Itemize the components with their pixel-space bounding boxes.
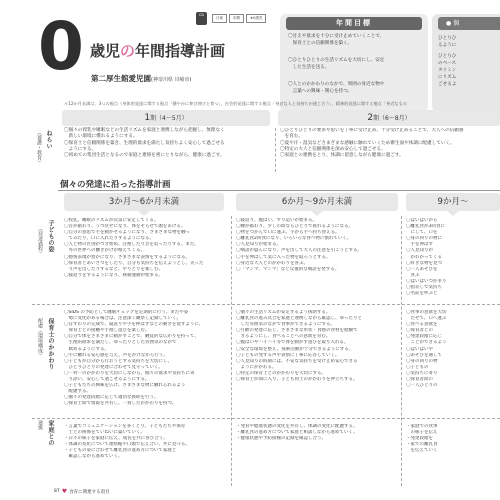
text-line: 〇特定の大人と信頼関係を深め安心して過ごせる。 [280, 146, 386, 152]
text-line: 〇SIDS の予防として睡眠チェックを定期的に行う。またや姿 [64, 310, 189, 315]
text-line: 〇離乳食の進み具合を家庭と連携しながら確認し、ゆったりと [236, 316, 362, 322]
text-line: 〇安全な環境を整え、探索活動が十分できるようにする。 [236, 346, 354, 352]
heart-icon: ♥ [61, 488, 68, 495]
text-line: 〇子どもの [406, 364, 429, 370]
section-title: 個々の発達に沿った指導計画 [60, 180, 171, 190]
doc-tags [212, 14, 266, 23]
text-line: 〇あそびを通して [406, 352, 442, 358]
row-label-care: 保育士のかかわり [47, 318, 54, 370]
term-divider [275, 128, 276, 172]
text-line: 〇人見知りが始まる。 [236, 242, 281, 248]
text-line: 〇はいはいつかまり [406, 278, 447, 284]
text-line: 〇保育者との [406, 328, 433, 334]
text-line: 〇「マンマ、マンマ」など反復的な喃語を発する。 [236, 266, 340, 272]
section-rule [58, 190, 500, 191]
text-line: ことができるよう [406, 340, 447, 346]
text-line: 〇名前を呼ぶと [406, 291, 438, 297]
goal-line: 〇甘えや欲求を十分に受け止めていくことで、 [288, 34, 385, 39]
legend-text: 食育に関連する項目 [69, 489, 110, 495]
page-title [90, 40, 225, 61]
text-line: 〇自分の意思で手を動かせるようになり、さまざまな物を触っ [64, 230, 190, 236]
text-line: 飲めるようにする。 [64, 346, 109, 352]
text-line: がわかってくる [406, 254, 442, 260]
subtitle-note: (神奈川県 川崎市) [151, 77, 192, 83]
text-line: 〇身の回りの物 [406, 358, 438, 364]
text-line: 配慮する。 [64, 389, 91, 395]
text-line: り声を出したりするなど、やりとりを楽しむ。 [64, 266, 163, 272]
text-line: ようにかかわる。 [236, 364, 277, 370]
right-panel-line: るように [438, 43, 457, 48]
age-column-head: 9か月〜 [406, 193, 500, 211]
text-line: 〇人と物の区別がつき始め、注視したり音を追ったりする。また、 [64, 242, 199, 248]
row-label-child: 子どもの姿 [47, 220, 54, 253]
row-label-child-sub: （発達過程） [37, 226, 43, 256]
text-line: 〇ひとりひとりの要求や思いを丁寧に受け止め、十分受け止めることで、大人への信頼感 [280, 128, 464, 133]
text-line: 〇離乳食が3回食に [406, 224, 445, 230]
annual-goal-heading: 年間目標 [286, 17, 422, 30]
text-line: 〇喃語が盛んになり、声を出して大人の注意を引こうとする。 [236, 248, 362, 254]
text-line: ・発達段階を [406, 436, 433, 442]
text-line: り添い、安心して過ごせるようにする。 [64, 377, 150, 383]
text-line: した雰囲気のなかで食事ができるようにする。 [236, 322, 335, 328]
text-line: てみたり、口に入れたりするようになる。 [64, 236, 154, 242]
text-line: 〇腰が据わり、少しの間ならひとりで座れるようになる。 [236, 224, 353, 230]
text-line: 確認しながら進めていく。 [64, 454, 123, 460]
text-line: 〇個々の生活リズムが安定するよう援助する。 [236, 310, 331, 315]
text-line: 生理的欲求を満たし、ゆったりとした雰囲気のなかで [64, 340, 177, 346]
term-1-text [64, 128, 274, 159]
page-number: 87 [54, 489, 60, 494]
text-line: 保育士との接触や手渡し遊びを楽しむ。 [64, 328, 150, 334]
column-divider [401, 216, 402, 486]
age-number: 0 [38, 8, 82, 85]
text-line: 〇個々の発達段階に応じて適切な援助を行う。 [64, 395, 159, 401]
right-panel-line: のペース [438, 61, 457, 66]
text-line: ・離乳食の進め方について家庭と相談しながら進めていく。 [236, 430, 358, 436]
text-line: 〇手に触れる安心感を与え、声をかけながら行う。 [64, 352, 168, 358]
term-1-heading [62, 110, 270, 126]
text-line: 〇腹ばいやハイハイ等で体を動かす遊びを取り入れる。 [236, 340, 349, 346]
row-label-care-sub: 配慮（環境構成） [37, 318, 43, 358]
page-subtitle [91, 73, 192, 84]
cd-icon: CD [196, 12, 207, 25]
goal-line: 〇ひとりひとりの生活リズムを大切にし、安定 [288, 58, 385, 63]
cell-col2-care [236, 310, 398, 383]
cell-col3-care [406, 310, 500, 389]
doc-tag: 年間 [229, 14, 244, 23]
goal-line: 〇人とのかかわりのなかで、周囲の身近な物や [288, 82, 385, 87]
annual-goal-item [288, 34, 422, 47]
term-number: 1 [144, 113, 151, 123]
text-line: 新しい環境に慣れるようにする。 [64, 134, 138, 140]
text-line: を伝えていく [406, 448, 438, 454]
text-line: 〇保育者間の [406, 377, 433, 383]
text-line: 〇個々の授乳や睡眠などの生活リズムを家庭と連携しながら把握し、無理なく [64, 128, 225, 133]
text-line: ひとりひとりの発達に合わせて見守っていく。 [64, 364, 163, 370]
cell-col3-child [406, 218, 500, 297]
doc-tag: ★0歳児 [246, 14, 266, 23]
cell-col3-family [406, 424, 500, 454]
text-line: 〇好きな物を見つ [406, 260, 442, 266]
text-line: 〇気持ちに寄り [406, 370, 438, 376]
text-line: 〇特定の保育士とのかかわりを大切にする。 [236, 370, 326, 376]
doc-tag: 日案 [212, 14, 227, 23]
text-line: 〇物をつかんで口に運ぶ、手から手へ持ち替える。 [236, 230, 340, 236]
text-line: 〇発達段階に応じ [406, 334, 442, 340]
title-particle: の [120, 42, 136, 60]
column-divider [231, 216, 232, 486]
text-line: 〇一対一のかかわりを大切にしながら、個々の欲求や気持ちに寄 [64, 370, 195, 376]
age-column-head: 6か月〜9か月未満 [236, 193, 398, 211]
text-line: ・家での離乳食 [406, 442, 438, 448]
term-number: 2 [367, 113, 374, 123]
right-panel [432, 14, 500, 112]
text-line: ・家庭での食事 [406, 424, 438, 429]
text-line: 〇保育士が間に入り、子ども同士のかかわりを仲立ちする。 [236, 377, 358, 383]
cell-col1-care [64, 310, 228, 408]
row-divider [32, 304, 500, 305]
row-label-family: 家庭との [47, 420, 54, 446]
text-line: 〇首が据わり、うつ伏せになり、体をそらせて頭をあげる。 [64, 224, 186, 230]
title-main: 年間指導計画 [135, 42, 226, 60]
text-line: 〇月齢の発達に応じ、さまざまな形状・食感の食材を経験で [236, 328, 358, 334]
goal-line: 言葉への興味・関心を持つ。 [288, 88, 353, 94]
text-line: 〇一人あそびを [406, 266, 438, 272]
goal-line: した生活を送る。 [288, 64, 330, 70]
cell-col1-child [64, 218, 228, 279]
text-line: 〇夏や汗・湿気などさまざまな感触に触れていくため衛生面や体調に配慮していく。 [280, 140, 455, 146]
right-panel-line: ひとりひ [438, 54, 457, 59]
text-line: 〇身の回りの物に [406, 236, 442, 242]
text-line: 〇寝返り、腹ばい、ずり這いが始まる。 [236, 218, 317, 223]
text-line: 〇指差しで気持ち [406, 285, 442, 291]
right-panel-heading: ● 個 [438, 17, 500, 30]
text-line: 〇家庭との連携をとり、体調に留意しながら健康に過ごす。 [280, 153, 404, 159]
right-panel-line: ひとりひ [438, 36, 457, 41]
term-period: 期（4〜5月） [150, 115, 188, 122]
annual-goal-item [288, 58, 422, 71]
text-line: 〇はいはいや [406, 346, 433, 352]
text-line: 〇食べる意欲を [406, 322, 438, 328]
text-line: 〇一人ひとりの [406, 383, 438, 389]
text-line: 〇授乳、睡眠のリズムが次第に安定してくる。 [64, 218, 159, 223]
subtitle-org: 第二厚生館愛児園 [91, 74, 151, 83]
title-age-label: 歳児 [90, 42, 121, 60]
text-line: 〇保育士と信頼関係を築き、生理的欲求を満たし気持ちよく安心して過ごせる [64, 140, 225, 146]
annual-goal-item [288, 82, 422, 95]
text-line: 〇はいはいから [406, 218, 438, 223]
term-2-text [280, 128, 500, 159]
text-line: を育む。 [280, 134, 303, 140]
right-panel-line: にリズム [438, 75, 457, 80]
row-label-family-sub: 連携 [37, 420, 43, 430]
text-line: ・発育や健康状態の変化を共有し、体調の変化に配慮する。 [236, 424, 358, 429]
cell-col2-child [236, 218, 398, 273]
text-line: にして、口を [406, 230, 438, 236]
text-line: ・健康状態や予防接種の記録を確認し合う。 [236, 436, 326, 442]
text-line: ・日々の様子を家庭に伝え、成長を共に喜び合う。 [64, 436, 168, 442]
text-line: 喜ぶ [406, 272, 420, 278]
right-panel-line: ごせるよ [438, 82, 457, 87]
text-line: 〇子どもたちの興味を広げ、さまざまな物に触れられるよう [64, 383, 186, 389]
text-line: 〇首すわりの完成で、寝返りや手を伸ばすなどの動きを促すように、 [64, 322, 204, 328]
text-line: の様子を伝え [406, 430, 438, 436]
goal-line: 保育士との信頼関係を築く。 [288, 40, 353, 46]
aim-label: ねらい [45, 130, 52, 150]
text-line: たせて、口へ運ぶ [406, 316, 447, 322]
text-line: 〇食事の意欲を大切 [406, 310, 447, 315]
cell-col1-family [64, 424, 228, 461]
text-line: きるようにし、食べることへの意欲を育む。 [236, 334, 331, 340]
text-line: 勢に変化がある場合は、注意深く観察し記録していく。 [64, 316, 181, 322]
row-divider [32, 418, 500, 419]
text-line: 〇手を伸ばして気に入った物を取ろうとする。 [236, 254, 331, 260]
text-line: 士との関係をていねいに築いていく。 [64, 430, 145, 436]
text-line: 〇自分で体をさまざまに動かすことで、触覚的な広がりを持って、 [64, 334, 199, 340]
text-line: 〇感情表現が豊かになり、さまざまな表情をするようになる。 [64, 254, 190, 260]
text-line: 〇離乳食2回食になり、いろいろな食べ物に慣れていく。 [236, 236, 352, 242]
text-line: 〇身近な大人とのかかわりを喜ぶ。 [236, 260, 309, 266]
cell-col2-family [236, 424, 398, 442]
text-line: 〇保育士間で情報を共有し、一貫したかかわりを持つ。 [64, 401, 177, 407]
text-line: ようにする。 [64, 146, 97, 152]
age-column-head: 3か月〜6か月未満 [64, 193, 224, 211]
footnote: ＊12か月未満は、3つの視点（身体的発達に関する視点「健やかに伸び伸びと育つ」、社会的発達に関する視点「身近な人と気持ちが通じ合う」、精神的発達に関する視点「身近なもの [64, 101, 407, 106]
text-line: 〇子どもが自分から行おうとする気持ちを大切にし、 [64, 358, 172, 364]
right-panel-line: タイミン [438, 68, 457, 73]
text-line: ・子どもの姿に合わせて離乳食の進め方について家庭と [64, 448, 177, 454]
annual-goal-box [280, 14, 428, 112]
text-line: 〇保育者とあいさつをしたり、自分も気持ちを伝えようとし、笑った [64, 260, 204, 266]
bottom-legend [54, 488, 110, 495]
term-period: 期（6〜8月） [373, 115, 411, 122]
text-line: 外の世界への働きかけが増えてくる。 [64, 248, 145, 254]
text-line: ・言葉でコミュニケーションを多くとり、子どもたちや保育 [64, 424, 186, 429]
aim-sublabel: （養護・教育） [36, 130, 42, 165]
term-2-heading [278, 110, 500, 126]
text-line: 〇初めての集団生活となるので家庭と連絡を密にとりながら、健康に過ごす。 [64, 153, 225, 159]
text-line: 手を伸ばす [406, 242, 433, 248]
text-line: 〇寝返りをするようになり、移動運動が始まる。 [64, 272, 163, 278]
text-line: 〇子どもの発する声や表情に丁寧に応答していく。 [236, 352, 340, 358]
text-line: ・体調の変化について連絡帳や口頭で伝え合い、共に見守る。 [64, 442, 190, 448]
text-line: 〇人見知りが [406, 248, 433, 254]
text-line: 〇人見知りの時期には、不安な気持ちを受け止め安心できる [236, 358, 358, 364]
